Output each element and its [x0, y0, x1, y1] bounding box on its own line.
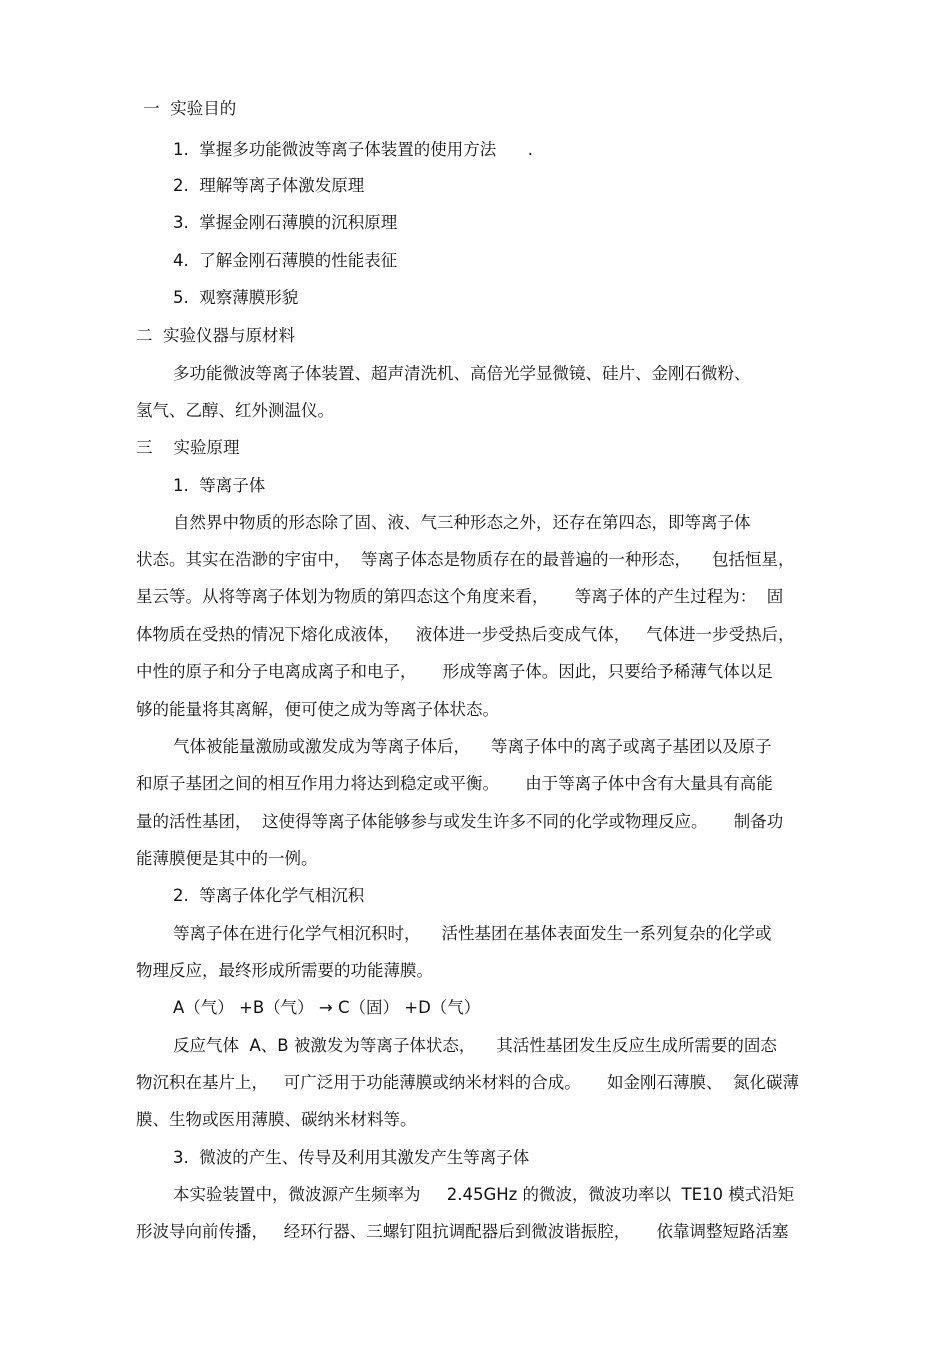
paragraph-line: 等离子体在进行化学气相沉积时， 活性基团在基体表面发生一系列复杂的化学或 [173, 924, 772, 943]
paragraph-line: 气体被能量激励或激发成为等离子体后， 等离子体中的离子或离子基团以及原子 [173, 737, 772, 756]
reaction-equation: A（气） +B（气） → C（固） +D（气） [173, 998, 481, 1017]
section-heading-3: 三 实验原理 [136, 438, 240, 457]
list-item: 4. 了解金刚石薄膜的性能表征 [173, 251, 398, 270]
paragraph-line: 星云等。从将等离子体划为物质的第四态这个角度来看， 等离子体的产生过程为： 固 [136, 587, 784, 606]
paragraph-line: 反应气体 A、B 被激发为等离子体状态， 其活性基团发生反应生成所需要的固态 [173, 1036, 777, 1055]
subsection-heading: 2. 等离子体化学气相沉积 [173, 886, 365, 905]
list-item: 3. 掌握金刚石薄膜的沉积原理 [173, 213, 398, 232]
paragraph-line: 能薄膜便是其中的一例。 [136, 849, 318, 868]
section-heading-1: 一 实验目的 [138, 99, 237, 118]
paragraph-line: 和原子基团之间的相互作用力将达到稳定或平衡。 由于等离子体中含有大量具有高能 [136, 774, 773, 793]
paragraph-line: 状态。其实在浩渺的宇宙中， 等离子体态是物质存在的最普遍的一种形态， 包括恒星， [136, 550, 795, 569]
paragraph-line: 物沉积在基片上， 可广泛用于功能薄膜或纳米材料的合成。 如金刚石薄膜、 氮化碳薄 [136, 1073, 799, 1092]
paragraph-line: 量的活性基团， 这使得等离子体能够参与或发生许多不同的化学或物理反应。 制备功 [136, 812, 784, 831]
paragraph-line: 多功能微波等离子体装置、超声清洗机、高倍光学显微镜、硅片、金刚石微粉、 [173, 364, 751, 383]
paragraph-line: 本实验装置中，微波源产生频率为 2.45GHz 的微波，微波功率以 TE10 模式沿矩 [173, 1185, 795, 1204]
list-item: 5. 观察薄膜形貌 [173, 288, 299, 307]
paragraph-line: 氢气、乙醇、红外测温仪。 [136, 401, 334, 420]
paragraph-line: 中性的原子和分子电离成离子和电子， 形成等离子体。因此，只要给予稀薄气体以足 [136, 662, 773, 681]
paragraph-line: 膜、生物或医用薄膜、碳纳米材料等。 [136, 1110, 417, 1129]
paragraph-line: 形波导向前传播， 经环行器、三螺钉阻抗调配器后到微波谐振腔， 依靠调整短路活塞 [136, 1222, 789, 1241]
paragraph-line: 自然界中物质的形态除了固、液、气三种形态之外，还存在第四态，即等离子体 [173, 513, 751, 532]
list-item: 2. 理解等离子体激发原理 [173, 176, 365, 195]
paragraph-line: 物理反应，最终形成所需要的功能薄膜。 [136, 961, 433, 980]
paragraph-line: 够的能量将其离解，便可使之成为等离子体状态。 [136, 700, 499, 719]
section-heading-2: 二 实验仪器与原材料 [136, 326, 295, 345]
list-item: 1. 掌握多功能微波等离子体装置的使用方法 . [173, 140, 533, 159]
subsection-heading: 1. 等离子体 [173, 476, 266, 495]
paragraph-line: 体物质在受热的情况下熔化成液体， 液体进一步受热后变成气体， 气体进一步受热后， [136, 625, 795, 644]
subsection-heading: 3. 微波的产生、传导及利用其激发产生等离子体 [173, 1148, 530, 1167]
